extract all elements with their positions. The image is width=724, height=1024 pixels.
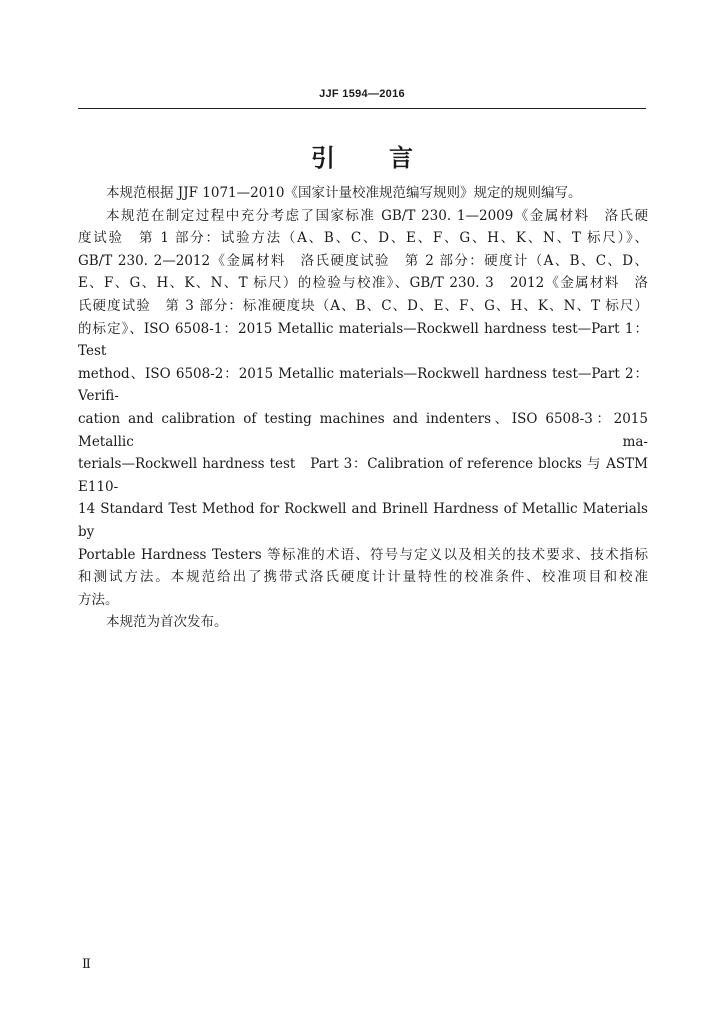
- paragraph-2: [78, 205, 648, 612]
- running-header: JJF 1594—2016: [319, 88, 405, 100]
- paragraph-2-line: 方法。: [78, 591, 119, 608]
- paragraph-2-line: GB/T 230. 2—2012《金属材料 洛氏硬度试验 第 2 部分：硬度计（A、B、C、D、: [78, 252, 648, 269]
- page-title: [0, 138, 724, 173]
- paragraph-2-line: 氏硬度试验 第 3 部分：标准硬度块（A、B、C、D、E、F、G、H、K、N、T 标尺）: [78, 297, 648, 314]
- paragraph-2-line: method、ISO 6508-2：2015 Metallic materials—Rockwell hardness test—Part 2：Verifi-: [78, 365, 648, 405]
- paragraph-2-line: 本规范在制定过程中充分考虑了国家标准 GB/T 230. 1—2009《金属材料 洛氏硬: [106, 207, 648, 224]
- paragraph-2-line: 度试验 第 1 部分：试验方法（A、B、C、D、E、F、G、H、K、N、T 标尺）》、: [78, 230, 648, 247]
- paragraph-2-line: Portable Hardness Testers 等标准的术语、符号与定义以及相关的技术要求、技术指标: [78, 546, 648, 563]
- page-number: Ⅱ: [82, 957, 91, 972]
- paragraph-2-line: E、F、G、H、K、N、T 标尺）的检验与校准》、GB/T 230. 3 2012《金属材料 洛: [78, 275, 648, 292]
- body-text: [78, 182, 648, 634]
- header-rule: [78, 108, 646, 109]
- title-char-1: 引: [311, 144, 335, 172]
- paragraph-2-line: cation and calibration of testing machines and indenters、ISO 6508-3：2015 Metallic ma-: [78, 410, 648, 450]
- paragraph-2-line: 14 Standard Test Method for Rockwell and Brinell Hardness of Metallic Materials by: [78, 501, 648, 540]
- paragraph-2-line: 和测试方法。本规范给出了携带式洛氏硬度计计量特性的校准条件、校准项目和校准: [78, 569, 648, 586]
- title-char-2: 言: [389, 144, 413, 172]
- paragraph-2-line: terials—Rockwell hardness test Part 3：Calibration of reference blocks 与 ASTM E110-: [78, 456, 648, 495]
- paragraph-3: 本规范为首次发布。: [106, 614, 228, 631]
- paragraph-1: 本规范根据 JJF 1071—2010《国家计量校准规范编写规则》规定的规则编写。: [106, 185, 582, 201]
- paragraph-2-line: 的标定》、ISO 6508-1：2015 Metallic materials—Rockwell hardness test—Part 1：Test: [78, 320, 648, 360]
